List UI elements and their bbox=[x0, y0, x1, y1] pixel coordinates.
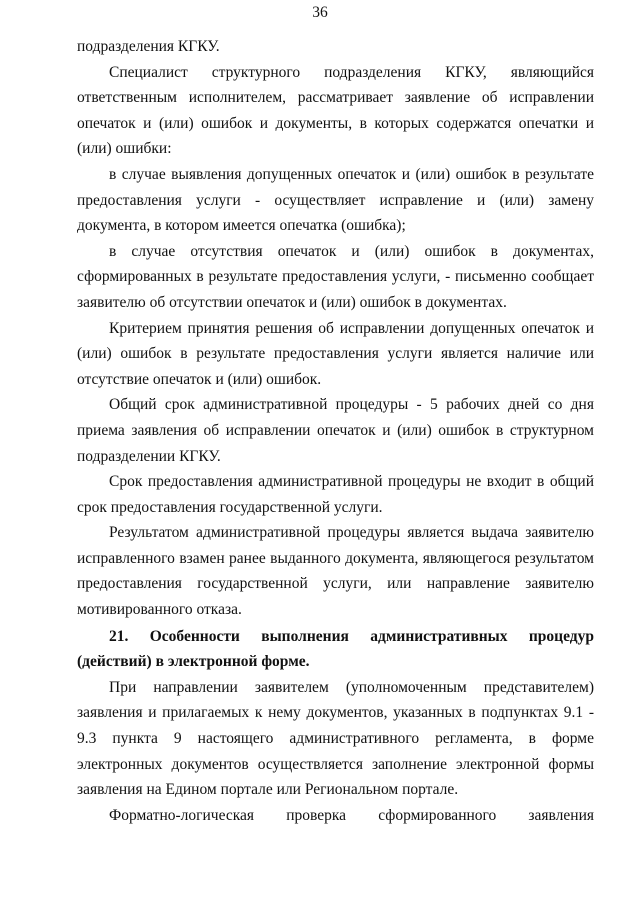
paragraph-errors-found: в случае выявления допущенных опечаток и (или) ошибок в результате предоставления услуги - осуществляет исправление и (или) замену документа, в котором имеется опечатка (ошибка); bbox=[77, 165, 594, 235]
paragraph-format-check: Форматно-логическая проверка сформированного заявления bbox=[109, 806, 594, 824]
paragraph-no-errors: в случае отсутствия опечаток и (или) ошибок в документах, сформированных в результате предоставления услуги, - письменно сообщает заявителю об отсутствии опечаток и (или) ошибок в документах. bbox=[77, 242, 594, 311]
paragraph-total-term: Общий срок административной процедуры - 5 рабочих дней со дня приема заявления об исправлении опечаток и (или) ошибок в структурном подразделении КГКУ. bbox=[77, 396, 594, 465]
paragraph-continuation: подразделения КГКУ. bbox=[77, 38, 220, 55]
paragraph-specialist: Специалист структурного подразделения КГКУ, являющийся ответственным исполнителем, рассматривает заявление об исправлении опечаток и (или) ошибок и документы, в которых содержатся опечатки и (или) ошибки: bbox=[77, 63, 594, 158]
paragraph-electronic-submission: При направлении заявителем (уполномоченным представителем) заявления и прилагаемых к нему документов, указанных в подпунктах 9.1 - 9.3 пункта 9 настоящего административного регламента, в форме электронных документов осуществляется заполнение электронной формы заявления на Едином портале или Региональном портале. bbox=[77, 678, 594, 799]
paragraph-criterion: Критерием принятия решения об исправлении допущенных опечаток и (или) ошибок в результате предоставления услуги является наличие или отсутствие опечаток и (или) ошибок. bbox=[77, 319, 594, 388]
paragraph-result: Результатом административной процедуры является выдача заявителю исправленного взамен ранее выданного документа, являющегося результатом предоставления государственной услуги, или направление заявителю мотивированного отказа. bbox=[77, 524, 594, 619]
document-body bbox=[77, 34, 594, 828]
page-number: 36 bbox=[312, 4, 328, 21]
section-heading-21: 21. Особенности выполнения административных процедур (действий) в электронной форме. bbox=[77, 627, 594, 671]
paragraph-term-exclusion: Срок предоставления административной процедуры не входит в общий срок предоставления государственной услуги. bbox=[77, 473, 594, 516]
